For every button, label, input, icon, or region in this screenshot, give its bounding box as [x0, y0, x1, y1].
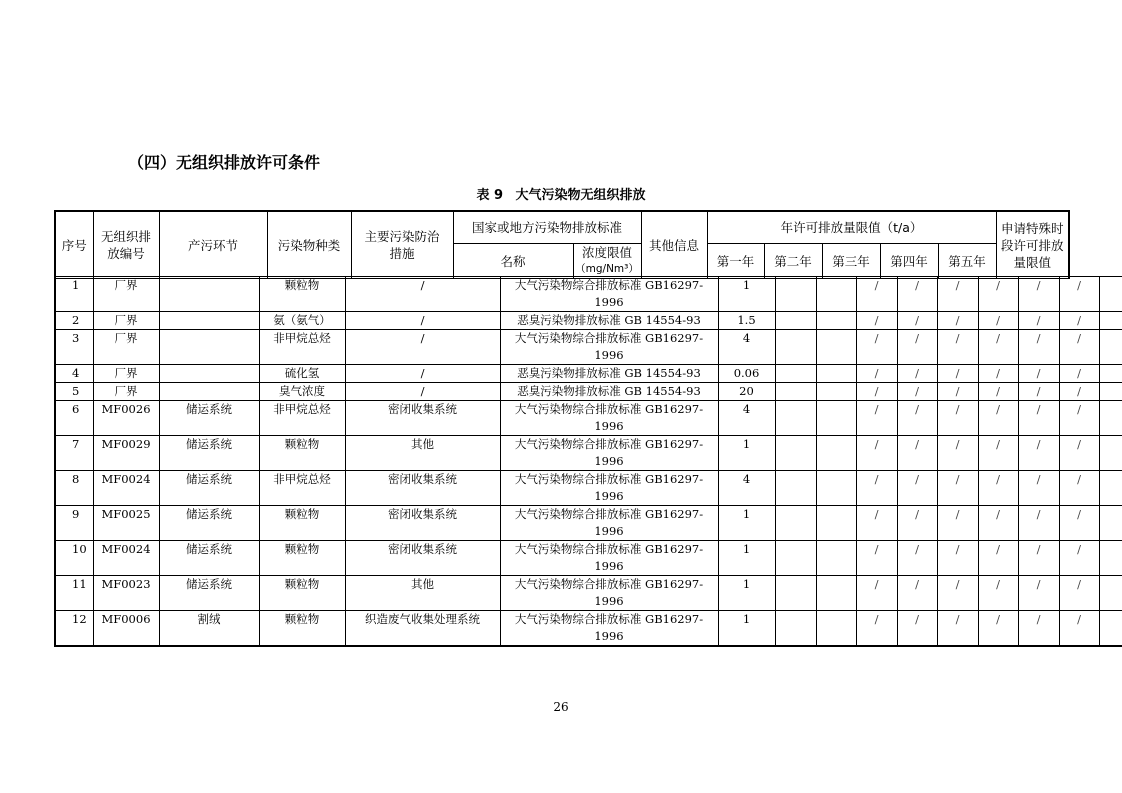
cell-measures: / [345, 383, 500, 401]
cell-year1: / [856, 312, 897, 330]
cell-measures: / [345, 365, 500, 383]
cell-special: / [1059, 436, 1099, 471]
cell-limit: 1 [718, 576, 775, 611]
cell-special: / [1059, 277, 1099, 312]
cell-standard: 大气污染物综合排放标准 GB16297-1996 [500, 541, 718, 576]
cell-year1-a [816, 506, 856, 541]
cell-year4: / [978, 506, 1018, 541]
cell-code: MF0023 [93, 576, 159, 611]
caption-label: 表 9 [476, 188, 504, 203]
cell-year4: / [978, 471, 1018, 506]
cell-year1: / [856, 506, 897, 541]
header-special-line1: 申请特殊时 [1001, 220, 1064, 236]
cell-measures: 其他 [345, 436, 500, 471]
cell-year1-a [816, 471, 856, 506]
table-row [55, 436, 1122, 471]
cell-tail [1099, 471, 1122, 506]
cell-standard: 大气污染物综合排放标准 GB16297-1996 [500, 277, 718, 312]
section-title: （四）无组织排放许可条件 [128, 153, 321, 172]
cell-process: 储运系统 [159, 541, 259, 576]
cell-limit: 1 [718, 436, 775, 471]
cell-year3: / [937, 436, 978, 471]
cell-process [159, 330, 259, 365]
cell-year1: / [856, 471, 897, 506]
cell-year4: / [978, 611, 1018, 647]
header-year1: 第一年 [707, 244, 764, 279]
cell-code: MF0029 [93, 436, 159, 471]
cell-special: / [1059, 401, 1099, 436]
cell-year2: / [897, 506, 937, 541]
cell-other [775, 471, 816, 506]
table-header [54, 210, 1070, 279]
cell-year5: / [1018, 383, 1059, 401]
cell-seq: 4 [55, 365, 93, 383]
cell-year2: / [897, 277, 937, 312]
cell-tail [1099, 541, 1122, 576]
header-year5: 第五年 [938, 244, 996, 279]
cell-year3: / [937, 401, 978, 436]
cell-other [775, 506, 816, 541]
cell-other [775, 576, 816, 611]
header-year2: 第二年 [764, 244, 822, 279]
cell-pollutant: 臭气浓度 [259, 383, 345, 401]
cell-year2: / [897, 365, 937, 383]
cell-year1-a [816, 611, 856, 647]
cell-limit: 0.06 [718, 365, 775, 383]
cell-seq: 7 [55, 436, 93, 471]
header-std-name: 名称 [453, 244, 573, 279]
cell-measures: / [345, 277, 500, 312]
cell-year5: / [1018, 401, 1059, 436]
cell-year5: / [1018, 576, 1059, 611]
cell-year1-a [816, 312, 856, 330]
cell-special: / [1059, 312, 1099, 330]
cell-code: 厂界 [93, 365, 159, 383]
cell-other [775, 541, 816, 576]
cell-pollutant: 颗粒物 [259, 436, 345, 471]
cell-tail [1099, 611, 1122, 647]
cell-code: 厂界 [93, 277, 159, 312]
cell-special: / [1059, 330, 1099, 365]
cell-year2: / [897, 312, 937, 330]
cell-year1: / [856, 436, 897, 471]
cell-year3: / [937, 541, 978, 576]
header-measures-line1: 主要污染防治 [364, 229, 440, 244]
table-row [55, 471, 1122, 506]
cell-standard: 大气污染物综合排放标准 GB16297-1996 [500, 401, 718, 436]
cell-process [159, 383, 259, 401]
header-seq: 序号 [55, 211, 93, 279]
cell-year4: / [978, 401, 1018, 436]
cell-limit: 4 [718, 330, 775, 365]
cell-code: MF0024 [93, 541, 159, 576]
header-code-line2: 放编号 [107, 246, 145, 261]
cell-seq: 1 [55, 277, 93, 312]
cell-year3: / [937, 576, 978, 611]
header-pollutant: 污染物种类 [267, 211, 351, 279]
cell-tail [1099, 506, 1122, 541]
table-row [55, 365, 1122, 383]
cell-limit: 20 [718, 383, 775, 401]
cell-year4: / [978, 541, 1018, 576]
cell-limit: 1.5 [718, 312, 775, 330]
cell-pollutant: 非甲烷总烃 [259, 401, 345, 436]
cell-year2: / [897, 611, 937, 647]
cell-year3: / [937, 506, 978, 541]
cell-process [159, 312, 259, 330]
cell-year1-a [816, 383, 856, 401]
cell-year1: / [856, 365, 897, 383]
cell-tail [1099, 330, 1122, 365]
cell-year1-a [816, 576, 856, 611]
cell-year5: / [1018, 471, 1059, 506]
cell-process: 储运系统 [159, 576, 259, 611]
cell-tail [1099, 383, 1122, 401]
cell-limit: 1 [718, 611, 775, 647]
cell-year1-a [816, 277, 856, 312]
cell-process: 储运系统 [159, 471, 259, 506]
cell-year1-a [816, 330, 856, 365]
cell-special: / [1059, 383, 1099, 401]
cell-year1: / [856, 401, 897, 436]
cell-seq: 5 [55, 383, 93, 401]
cell-year3: / [937, 330, 978, 365]
cell-year1: / [856, 383, 897, 401]
cell-seq: 10 [55, 541, 93, 576]
cell-year1-a [816, 436, 856, 471]
header-process: 产污环节 [159, 211, 267, 279]
table-row [55, 383, 1122, 401]
header-year4: 第四年 [880, 244, 938, 279]
table-row [55, 506, 1122, 541]
cell-year2: / [897, 383, 937, 401]
cell-year2: / [897, 576, 937, 611]
header-other: 其他信息 [641, 211, 707, 279]
cell-year3: / [937, 277, 978, 312]
cell-year5: / [1018, 436, 1059, 471]
cell-measures: 密闭收集系统 [345, 401, 500, 436]
cell-year2: / [897, 436, 937, 471]
cell-measures: 密闭收集系统 [345, 471, 500, 506]
cell-tail [1099, 312, 1122, 330]
header-standard-group: 国家或地方污染物排放标准 [453, 211, 641, 244]
cell-year5: / [1018, 312, 1059, 330]
cell-year3: / [937, 365, 978, 383]
cell-standard: 恶臭污染物排放标准 GB 14554-93 [500, 383, 718, 401]
table-row [55, 576, 1122, 611]
cell-standard: 恶臭污染物排放标准 GB 14554-93 [500, 312, 718, 330]
cell-special: / [1059, 506, 1099, 541]
cell-pollutant: 颗粒物 [259, 576, 345, 611]
cell-year1: / [856, 611, 897, 647]
cell-limit: 4 [718, 401, 775, 436]
header-special-line3: 量限值 [1013, 254, 1052, 270]
cell-year5: / [1018, 365, 1059, 383]
cell-other [775, 401, 816, 436]
cell-tail [1099, 436, 1122, 471]
cell-standard: 大气污染物综合排放标准 GB16297-1996 [500, 611, 718, 647]
cell-standard: 大气污染物综合排放标准 GB16297-1996 [500, 436, 718, 471]
cell-other [775, 365, 816, 383]
cell-year1: / [856, 277, 897, 312]
cell-measures: / [345, 330, 500, 365]
cell-tail [1099, 576, 1122, 611]
cell-process: 割绒 [159, 611, 259, 647]
cell-process [159, 365, 259, 383]
cell-year3: / [937, 312, 978, 330]
cell-measures: 织造废气收集处理系统 [345, 611, 500, 647]
cell-year2: / [897, 471, 937, 506]
cell-measures: 其他 [345, 576, 500, 611]
table-body [54, 276, 1122, 647]
cell-limit: 4 [718, 471, 775, 506]
cell-code: 厂界 [93, 383, 159, 401]
cell-year4: / [978, 277, 1018, 312]
cell-pollutant: 颗粒物 [259, 611, 345, 647]
table-row [55, 541, 1122, 576]
cell-limit: 1 [718, 277, 775, 312]
cell-standard: 大气污染物综合排放标准 GB16297-1996 [500, 576, 718, 611]
header-code [93, 211, 159, 279]
cell-year4: / [978, 330, 1018, 365]
cell-measures: 密闭收集系统 [345, 506, 500, 541]
cell-year2: / [897, 330, 937, 365]
cell-seq: 3 [55, 330, 93, 365]
page-number: 26 [553, 700, 569, 714]
cell-year5: / [1018, 506, 1059, 541]
cell-process: 储运系统 [159, 436, 259, 471]
cell-process [159, 277, 259, 312]
header-measures [351, 211, 453, 279]
table-row [55, 401, 1122, 436]
cell-other [775, 436, 816, 471]
cell-year4: / [978, 365, 1018, 383]
cell-pollutant: 非甲烷总烃 [259, 471, 345, 506]
table-row [55, 312, 1122, 330]
table-row [55, 611, 1122, 647]
cell-year4: / [978, 576, 1018, 611]
header-measures-line2: 措施 [389, 246, 415, 261]
table-row [55, 330, 1122, 365]
cell-code: MF0026 [93, 401, 159, 436]
cell-year4: / [978, 436, 1018, 471]
cell-other [775, 383, 816, 401]
cell-standard: 大气污染物综合排放标准 GB16297-1996 [500, 506, 718, 541]
cell-pollutant: 硫化氢 [259, 365, 345, 383]
cell-year1: / [856, 576, 897, 611]
cell-year5: / [1018, 541, 1059, 576]
cell-year1-a [816, 401, 856, 436]
cell-tail [1099, 365, 1122, 383]
cell-special: / [1059, 471, 1099, 506]
header-std-limit [573, 244, 641, 279]
cell-standard: 大气污染物综合排放标准 GB16297-1996 [500, 471, 718, 506]
header-special [996, 211, 1069, 279]
cell-other [775, 330, 816, 365]
cell-seq: 2 [55, 312, 93, 330]
cell-year1-a [816, 541, 856, 576]
cell-special: / [1059, 576, 1099, 611]
cell-other [775, 312, 816, 330]
cell-year5: / [1018, 330, 1059, 365]
cell-code: 厂界 [93, 312, 159, 330]
cell-year1-a [816, 365, 856, 383]
cell-standard: 恶臭污染物排放标准 GB 14554-93 [500, 365, 718, 383]
table-caption [0, 184, 1122, 203]
cell-code: MF0025 [93, 506, 159, 541]
cell-standard: 大气污染物综合排放标准 GB16297-1996 [500, 330, 718, 365]
caption-title: 大气污染物无组织排放 [515, 188, 646, 203]
header-code-line1: 无组织排 [100, 229, 151, 244]
cell-seq: 9 [55, 506, 93, 541]
cell-special: / [1059, 541, 1099, 576]
header-special-line2: 段许可排放 [1001, 237, 1064, 253]
cell-special: / [1059, 365, 1099, 383]
cell-code: 厂界 [93, 330, 159, 365]
cell-year5: / [1018, 277, 1059, 312]
cell-process: 储运系统 [159, 506, 259, 541]
table-row [55, 277, 1122, 312]
cell-seq: 11 [55, 576, 93, 611]
cell-year3: / [937, 611, 978, 647]
cell-year2: / [897, 541, 937, 576]
cell-limit: 1 [718, 541, 775, 576]
cell-pollutant: 颗粒物 [259, 541, 345, 576]
cell-year3: / [937, 383, 978, 401]
cell-other [775, 277, 816, 312]
cell-tail [1099, 401, 1122, 436]
cell-other [775, 611, 816, 647]
cell-pollutant: 颗粒物 [259, 506, 345, 541]
cell-code: MF0024 [93, 471, 159, 506]
cell-year4: / [978, 383, 1018, 401]
cell-code: MF0006 [93, 611, 159, 647]
cell-measures: / [345, 312, 500, 330]
cell-seq: 8 [55, 471, 93, 506]
header-std-limit-line2: （mg/Nm³） [575, 263, 639, 275]
cell-measures: 密闭收集系统 [345, 541, 500, 576]
header-annual-group: 年许可排放量限值（t/a） [707, 211, 996, 244]
cell-tail [1099, 277, 1122, 312]
cell-year1: / [856, 330, 897, 365]
cell-special: / [1059, 611, 1099, 647]
cell-seq: 12 [55, 611, 93, 647]
cell-year2: / [897, 401, 937, 436]
cell-pollutant: 颗粒物 [259, 277, 345, 312]
cell-year4: / [978, 312, 1018, 330]
header-year3: 第三年 [822, 244, 880, 279]
cell-limit: 1 [718, 506, 775, 541]
cell-year1: / [856, 541, 897, 576]
header-std-limit-line1: 浓度限值 [582, 245, 633, 260]
cell-pollutant: 非甲烷总烃 [259, 330, 345, 365]
cell-seq: 6 [55, 401, 93, 436]
cell-pollutant: 氨（氨气） [259, 312, 345, 330]
cell-year3: / [937, 471, 978, 506]
cell-year5: / [1018, 611, 1059, 647]
cell-process: 储运系统 [159, 401, 259, 436]
